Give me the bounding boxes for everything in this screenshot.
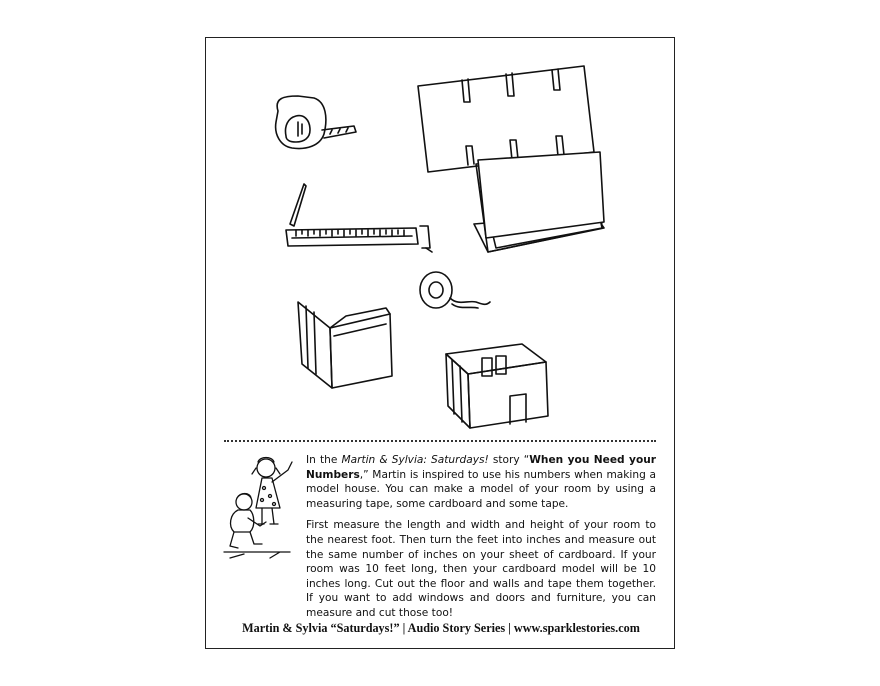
cardboard-sheets-drawing — [474, 152, 604, 252]
model-room-drawing — [446, 344, 548, 428]
folded-cardboard-drawing — [298, 302, 392, 388]
dotted-divider — [224, 440, 656, 442]
intro-prefix: In the — [306, 454, 342, 466]
ruler-drawing — [286, 184, 432, 252]
tape-measure-drawing — [276, 96, 356, 148]
tape-roll-drawing — [420, 272, 490, 308]
instructions-paragraph: First measure the length and width and height of your room to the nearest foot. Then turn the feet into inches and measure out the same number of inches on your sheet of cardboard. If your room was 10 feet long, then your cardboard model will be 10 inches long. Cut out the floor and walls and tape them together. If you want to add windows and doors and furniture, you can measure and cut those too! — [306, 519, 656, 619]
intro-paragraph — [306, 453, 656, 511]
intro-rest: ,” Martin is inspired to use his numbers when making a model house. You can make a model of your room by using a measuring tape, some cardboard and some tape. — [306, 468, 656, 510]
martin-and-sylvia-illustration — [220, 452, 306, 564]
footer-line: Martin & Sylvia “Saturdays!” | Audio Story Series | www.sparklestories.com — [242, 621, 640, 635]
story-text — [306, 453, 656, 628]
illustrations — [206, 38, 676, 438]
intro-mid: story “ — [488, 454, 530, 466]
activity-page — [205, 37, 675, 649]
story-title: When you Need your Numbers — [306, 454, 656, 481]
series-title: Martin & Sylvia: Saturdays! — [341, 454, 489, 466]
